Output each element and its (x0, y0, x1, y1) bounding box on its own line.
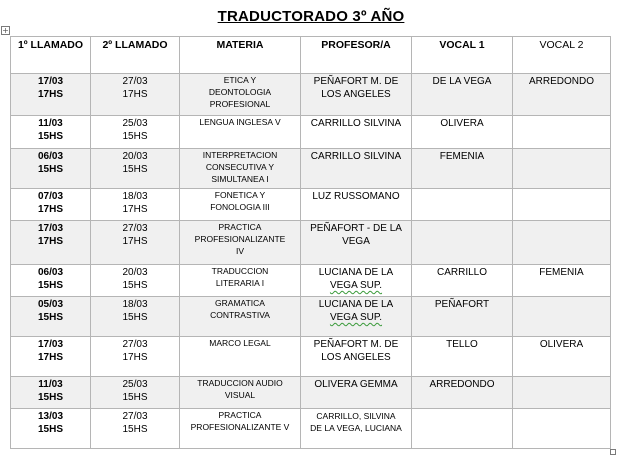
llamado-2-date: 20/03 (122, 267, 148, 278)
table-row (11, 116, 611, 149)
profesor-cell (301, 297, 412, 337)
profesor-line: LOS ANGELES (321, 352, 391, 363)
materia-line: PROFESIONALIZANTE (194, 234, 286, 244)
llamado-2-time: 15HS (122, 312, 148, 323)
llamado-1-date: 17/03 (37, 76, 64, 87)
materia-line: FONOLOGIA III (210, 202, 270, 212)
table-row (11, 297, 611, 337)
llamado-2-time: 15HS (122, 424, 148, 435)
llamado-2-cell (91, 116, 180, 149)
profesor-line: LUCIANA DE LA (318, 299, 394, 310)
materia-line: FONETICA Y (214, 190, 266, 200)
table-row (11, 221, 611, 265)
llamado-2-cell (91, 297, 180, 337)
materia-cell (180, 409, 301, 449)
vocal-1-cell: ARREDONDO (412, 377, 513, 409)
vocal-1-cell: OLIVERA (412, 116, 513, 149)
vocal-1-cell: PEÑAFORT (412, 297, 513, 337)
llamado-2-time: 17HS (122, 89, 148, 100)
llamado-1-time: 17HS (37, 204, 63, 215)
profesor-cell (301, 189, 412, 221)
vocal-1-cell: DE LA VEGA (412, 74, 513, 116)
llamado-2-date: 20/03 (122, 151, 148, 162)
llamado-1-cell (11, 116, 91, 149)
profesor-line: PEÑAFORT M. DE (313, 76, 399, 87)
llamado-1-cell (11, 265, 91, 297)
vocal-2-cell (513, 116, 611, 149)
table-row (11, 337, 611, 377)
materia-line: DEONTOLOGIA (208, 87, 272, 97)
llamado-2-time: 17HS (122, 236, 148, 247)
materia-line: CONTRASTIVA (210, 310, 270, 320)
profesor-cell (301, 337, 412, 377)
llamado-2-date: 27/03 (122, 76, 148, 87)
materia-line: IV (235, 246, 245, 256)
llamado-1-cell (11, 74, 91, 116)
materia-cell (180, 116, 301, 149)
table-row (11, 265, 611, 297)
materia-line: PROFESIONALIZANTE V (190, 422, 290, 432)
llamado-1-cell (11, 377, 91, 409)
materia-line: GRAMATICA (215, 298, 265, 308)
vocal-2-cell: FEMENIA (513, 265, 611, 297)
materia-line: ETICA Y (223, 75, 257, 85)
spellcheck-underlined-text: VEGA SUP. (329, 280, 383, 291)
llamado-1-date: 06/03 (37, 267, 64, 278)
llamado-2-cell (91, 409, 180, 449)
llamado-1-date: 06/03 (37, 151, 64, 162)
llamado-2-cell (91, 74, 180, 116)
materia-cell (180, 74, 301, 116)
llamado-1-date: 11/03 (38, 118, 63, 129)
llamado-2-date: 25/03 (122, 118, 148, 129)
profesor-line: DE LA VEGA, LUCIANA (310, 423, 402, 433)
profesor-cell (301, 409, 412, 449)
materia-cell (180, 221, 301, 265)
vocal-1-cell: TELLO (412, 337, 513, 377)
profesor-line (303, 279, 409, 292)
llamado-1-cell (11, 221, 91, 265)
materia-line: VISUAL (224, 390, 256, 400)
llamado-2-time: 17HS (122, 352, 148, 363)
vocal-1-cell: CARRILLO (412, 265, 513, 297)
llamado-1-time: 17HS (37, 236, 63, 247)
materia-line: LENGUA INGLESA V (199, 117, 281, 127)
page-title: TRADUCTORADO 3º AÑO (217, 8, 405, 25)
llamado-1-date: 17/03 (37, 339, 64, 350)
llamado-1-cell (11, 149, 91, 189)
header-llamado-2: 2º LLAMADO (91, 37, 180, 74)
profesor-line: LUCIANA DE LA (318, 267, 394, 278)
llamado-1-time: 15HS (37, 280, 63, 291)
llamado-1-cell (11, 409, 91, 449)
materia-cell (180, 337, 301, 377)
materia-line: CONSECUTIVA Y (205, 162, 275, 172)
vocal-1-cell: FEMENIA (412, 149, 513, 189)
vocal-1-cell (412, 409, 513, 449)
table-row (11, 409, 611, 449)
profesor-cell (301, 74, 412, 116)
profesor-cell (301, 265, 412, 297)
profesor-cell (301, 149, 412, 189)
llamado-1-time: 15HS (37, 131, 63, 142)
llamado-2-date: 25/03 (122, 379, 148, 390)
materia-cell (180, 297, 301, 337)
llamado-2-cell (91, 337, 180, 377)
spellcheck-underlined-text: VEGA SUP. (329, 312, 383, 323)
llamado-2-time: 15HS (122, 280, 148, 291)
llamado-2-cell (91, 265, 180, 297)
profesor-line (303, 311, 409, 324)
vocal-2-cell: ARREDONDO (513, 74, 611, 116)
llamado-2-cell (91, 149, 180, 189)
table-resize-handle[interactable] (610, 449, 616, 455)
llamado-2-cell (91, 377, 180, 409)
materia-line: PRACTICA (218, 222, 262, 232)
vocal-2-cell (513, 189, 611, 221)
llamado-1-time: 15HS (37, 164, 63, 175)
llamado-1-time: 17HS (37, 352, 63, 363)
table-row (11, 189, 611, 221)
materia-line: TRADUCCION (211, 266, 269, 276)
table-row (11, 149, 611, 189)
header-vocal-1: VOCAL 1 (412, 37, 513, 74)
materia-cell (180, 265, 301, 297)
llamado-1-date: 07/03 (37, 191, 64, 202)
llamado-1-time: 15HS (37, 312, 63, 323)
vocal-2-cell (513, 409, 611, 449)
profesor-line: CARRILLO SILVINA (310, 151, 402, 162)
llamado-1-time: 15HS (37, 424, 63, 435)
llamado-2-date: 27/03 (122, 223, 148, 234)
vocal-2-cell: OLIVERA (513, 337, 611, 377)
llamado-1-cell (11, 189, 91, 221)
llamado-1-date: 13/03 (37, 411, 64, 422)
materia-cell (180, 189, 301, 221)
llamado-1-cell (11, 297, 91, 337)
profesor-line: PEÑAFORT - DE LA (310, 223, 402, 234)
profesor-line: CARRILLO, SILVINA (316, 411, 396, 421)
materia-line: SIMULTANEA I (211, 174, 269, 184)
llamado-1-cell (11, 337, 91, 377)
vocal-2-cell (513, 221, 611, 265)
profesor-line: OLIVERA GEMMA (314, 379, 398, 390)
materia-cell (180, 149, 301, 189)
llamado-2-date: 18/03 (122, 299, 148, 310)
materia-line: INTERPRETACION (202, 150, 278, 160)
profesor-cell (301, 116, 412, 149)
vocal-2-cell (513, 149, 611, 189)
profesor-line: LOS ANGELES (321, 89, 391, 100)
vocal-2-cell (513, 377, 611, 409)
llamado-1-date: 11/03 (38, 379, 63, 390)
llamado-1-time: 15HS (37, 392, 63, 403)
profesor-line: PEÑAFORT M. DE (313, 339, 399, 350)
header-vocal-2: VOCAL 2 (513, 37, 611, 74)
materia-line: PRACTICA (218, 410, 262, 420)
header-materia: MATERIA (180, 37, 301, 74)
header-profesor: PROFESOR/A (301, 37, 412, 74)
llamado-2-date: 27/03 (122, 339, 148, 350)
vocal-1-cell (412, 189, 513, 221)
profesor-line: VEGA (342, 236, 370, 247)
materia-cell (180, 377, 301, 409)
llamado-1-date: 05/03 (37, 299, 64, 310)
profesor-cell (301, 377, 412, 409)
exam-schedule-table (10, 36, 611, 449)
table-move-handle-icon[interactable]: + (2, 26, 9, 35)
llamado-1-date: 17/03 (37, 223, 64, 234)
llamado-2-date: 27/03 (122, 411, 148, 422)
materia-line: LITERARIA I (215, 278, 265, 288)
llamado-2-cell (91, 189, 180, 221)
llamado-1-time: 17HS (37, 89, 63, 100)
llamado-2-time: 15HS (122, 392, 148, 403)
header-llamado-1: 1º LLAMADO (11, 37, 91, 74)
llamado-2-cell (91, 221, 180, 265)
header-row (11, 37, 611, 74)
llamado-2-date: 18/03 (122, 191, 148, 202)
profesor-line: LUZ RUSSOMANO (312, 191, 400, 202)
table-row (11, 74, 611, 116)
profesor-cell (301, 221, 412, 265)
llamado-2-time: 15HS (122, 164, 148, 175)
table-row (11, 377, 611, 409)
materia-line: PROFESIONAL (209, 99, 271, 109)
llamado-2-time: 17HS (122, 204, 148, 215)
vocal-2-cell (513, 297, 611, 337)
vocal-1-cell (412, 221, 513, 265)
llamado-2-time: 15HS (122, 131, 148, 142)
profesor-line: CARRILLO SILVINA (310, 118, 402, 129)
materia-line: TRADUCCION AUDIO (197, 378, 283, 388)
materia-line: MARCO LEGAL (209, 338, 271, 348)
